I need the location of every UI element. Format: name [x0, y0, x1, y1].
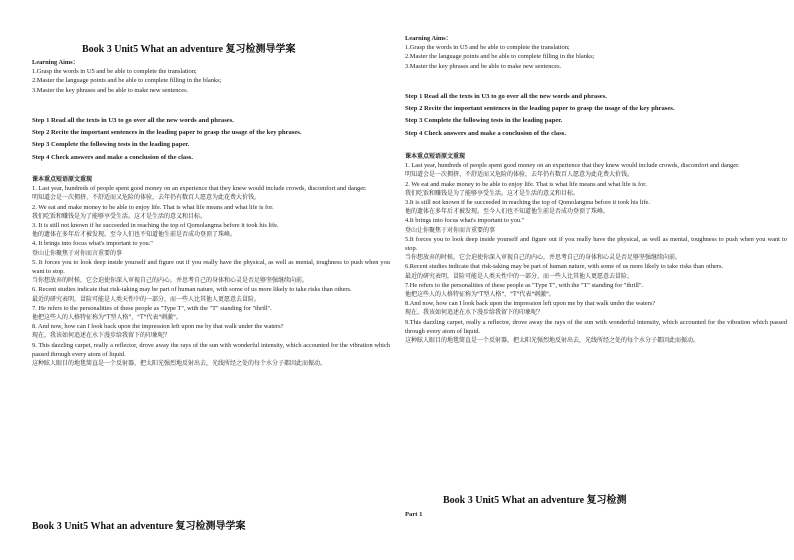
left-aim-1: 1.Grasp the words in U5 and be able to complete the translation;	[32, 68, 197, 76]
left-item-3-cn: 他的遗体在多年后才被发现。至今人们也不知道他生前是否成功登顶了珠峰。	[32, 231, 237, 239]
left-item-7-cn: 他把这些人的人格特征称为"T型人格"，"T"代表"刺激"。	[32, 314, 182, 322]
left-item-6-en: 6. Recent studies indicate that risk-taking may be part of human nature, with some of us more likely to take risks than others.	[32, 286, 352, 294]
right-aim-3: 3.Master the key phrases and be able to make new sentences.	[405, 62, 562, 70]
right-item-5-cn: 当你想放弃的时候，它会迫使你深入审视自己的内心，并思考自己的身体和心灵是否足够坚强继续向前。	[405, 254, 682, 262]
left-bottom-title: Book 3 Unit5 What an adventure 复习检测导学案	[32, 521, 246, 532]
left-item-2-en: 2. We eat and make money to be able to enjoy life. That is what life means and what life is for.	[32, 203, 274, 211]
right-aims-heading: Learning Aims：	[405, 35, 453, 42]
right-bottom-title: Book 3 Unit5 What an adventure 复习检测	[443, 495, 627, 506]
left-aim-3: 3.Master the key phrases and be able to make new sentences.	[32, 86, 189, 94]
left-item-1-cn: 明知道会是一次拥挤、不舒适而又危险的体验，去年仍有数百人愿意为此花费大价钱。	[32, 194, 261, 202]
left-aim-2: 2.Master the language points and be able to complete filling in the blanks;	[32, 77, 222, 85]
left-aims-heading: Learning Aims：	[32, 59, 80, 66]
right-item-5-en: 5.It forces you to look deep inside yourself and figure out if you really have the physical, as well as mental, toughness to push when you want to stop.	[405, 235, 787, 253]
left-step-2: Step 2 Recite the important sentences in the leading paper to grasp the usage of the key phrases.	[32, 129, 302, 137]
right-item-7-cn: 他把这些人的人格特征称为"T型人格"，"T"代表"刺激"。	[405, 291, 555, 299]
right-item-6-en: 6.Recent studies indicate that risk-taking may be part of human nature, with some of us more likely to take risks than others.	[405, 263, 724, 271]
right-step-3: Step 3 Complete the following tests in the leading paper.	[405, 117, 563, 125]
right-part-label: Part 1	[405, 511, 423, 518]
right-item-9-en: 9.This dazzling carpet, really a reflector, drove away the rays of the sun with wonderful intensity, which accounted for the vibration which passed through every atom of liquid.	[405, 318, 787, 335]
right-item-3-en: 3.It is still not known if he succeeded in reaching the top of Qomolangma before it took his life.	[405, 199, 650, 207]
right-item-9-cn: 这种眩人眼目的地毯简直是一个反射器，把太阳光强烈地反射出去，光线所经之处的每个水分子都因此而振动。	[405, 337, 700, 345]
left-page-title: Book 3 Unit5 What an adventure 复习检测导学案	[82, 44, 296, 55]
right-item-4-en: 4.It brings into focus what's important to you."	[405, 217, 525, 225]
left-item-3-en: 3. It is still not known if he succeeded in reaching the top of Qomolangma before it took his life.	[32, 222, 279, 230]
left-step-1: Step 1 Read all the texts in U3 to go over all the new words and phrases.	[32, 117, 234, 124]
right-step-4: Step 4 Check answers and make a conclusion of the class.	[405, 129, 567, 137]
left-item-9-en: 9. This dazzling carpet, really a reflector, drove away the rays of the sun with wonderful intensity, which accounted for the vibration which passed through every atom of liquid.	[32, 341, 390, 358]
right-step-2: Step 2 Recite the important sentences in the leading paper to grasp the usage of the key phrases.	[405, 105, 675, 113]
left-item-9-cn: 这种眩人眼目的地毯简直是一个反射器，把太阳光强烈地反射出去，光线所经之处的每个水分子都因此而振动。	[32, 360, 327, 368]
right-item-3-cn: 他的遗体在多年后才被发现。至今人们也不知道他生前是否成功登顶了珠峰。	[405, 208, 610, 216]
right-item-7-en: 7.He refers to the personalities of these people as "Type T", with the "T" standing for "thrill".	[405, 281, 644, 289]
right-item-2-en: 2. We eat and make money to be able to enjoy life. That is what life means and what life is for.	[405, 180, 647, 188]
right-item-8-en: 8.And now, how can I look back upon the impression left upon me by that walk under the waters?	[405, 300, 656, 308]
left-item-4-cn: 登山让你聚焦于对你而言重要的事	[32, 249, 123, 257]
right-aim-1: 1.Grasp the words in U5 and be able to complete the translation;	[405, 44, 570, 52]
left-item-2-cn: 我们吃饭和赚钱是为了能够享受生活。这才是生活的意义和目标。	[32, 212, 207, 220]
left-item-8-cn: 现在，我该如何追述在水下漫步给我留下的印象呢？	[32, 332, 171, 340]
right-item-6-cn: 最近的研究表明，冒险可能是人类天性中的一部分，而一些人比其他人更愿意去冒险。	[405, 272, 634, 280]
right-section-heading: 课本重点短语原文重现	[405, 153, 466, 160]
left-item-8-en: 8. And now, how can I look back upon the impression left upon me by that walk under the waters?	[32, 323, 284, 331]
left-item-6-cn: 最近的研究表明，冒险可能是人类天性中的一部分，而一些人比其他人更愿意去冒险。	[32, 295, 261, 303]
right-item-2-cn: 我们吃饭和赚钱是为了能够享受生活。这才是生活的意义和目标。	[405, 189, 580, 197]
right-item-1-cn: 明知道会是一次拥挤、不舒适而又危险的体验，去年仍有数百人愿意为此花费大价钱。	[405, 171, 634, 179]
left-item-5-cn: 当你想放弃的时候，它会迫使你深入审视自己的内心，并思考自己的身体和心灵是否足够坚强继续向前。	[32, 277, 309, 285]
left-item-1-en: 1. Last year, hundreds of people spent good money on an experience that they knew would include crowds, discomfort and danger.	[32, 185, 367, 193]
right-item-1-en: 1. Last year, hundreds of people spent good money on an experience that they knew would include crowds, discomfort and danger.	[405, 162, 740, 170]
left-item-7-en: 7. He refers to the personalities of these people as "Type T", with the "T" standing for "thrill".	[32, 304, 272, 312]
left-section-heading: 课本重点短语原文重现	[32, 176, 93, 183]
right-aim-2: 2.Master the language points and be able to complete filling in the blanks;	[405, 53, 595, 61]
left-step-3: Step 3 Complete the following tests in the leading paper.	[32, 141, 190, 149]
right-item-4-cn: 登山让你聚焦于对你而言重要的事	[405, 226, 496, 234]
left-item-5-en: 5. It forces you to look deep inside yourself and figure out if you really have the physical, as well as mental, toughness to push when you want to stop.	[32, 258, 390, 276]
left-step-4: Step 4 Check answers and make a conclusion of the class.	[32, 153, 194, 161]
right-step-1: Step 1 Read all the texts in U3 to go over all the new words and phrases.	[405, 93, 607, 100]
right-item-8-cn: 现在，我该如何追述在水下漫步给我留下的印象呢？	[405, 309, 544, 317]
left-item-4-en: 4. It brings into focus what's important to you."	[32, 240, 153, 248]
